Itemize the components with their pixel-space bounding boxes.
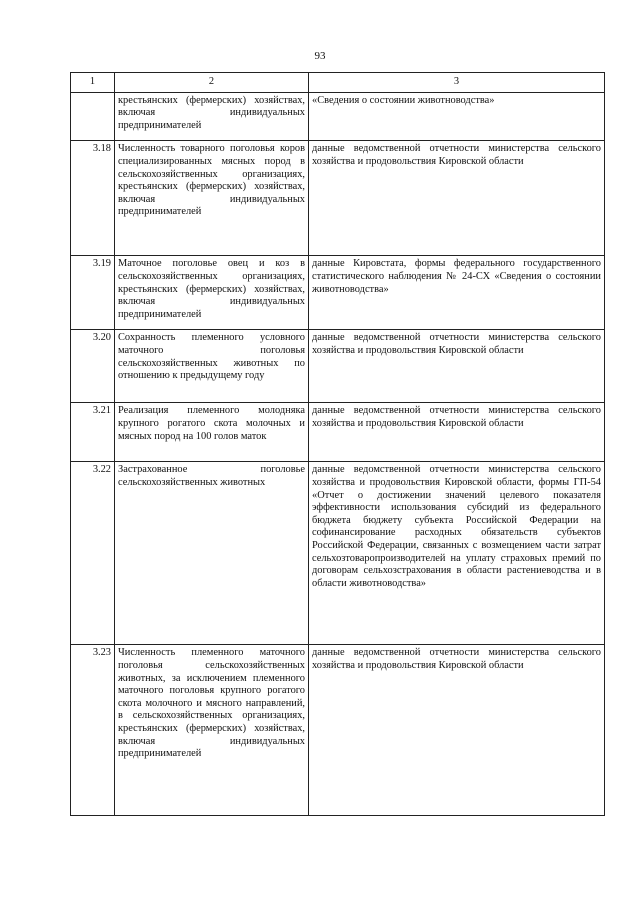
indicator-cell: Маточное поголовье овец и коз в сельскохозяйственных организациях, крестьянских (фермерских) хозяйствах, включая индивидуальных предпринимателей <box>115 256 309 330</box>
row-number: 3.23 <box>71 645 115 816</box>
indicator-cell: Реализация племенного молодняка крупного рогатого скота молочных и мясных пород на 100 голов маток <box>115 403 309 462</box>
source-cell: данные ведомственной отчетности министерства сельского хозяйства и продовольствия Кировской области <box>309 403 605 462</box>
source-cell: данные Кировстата, формы федерального государственного статистического наблюдения № 24-СХ «Сведения о состоянии животноводства» <box>309 256 605 330</box>
row-number: 3.19 <box>71 256 115 330</box>
indicator-cell: крестьянских (фермерских) хозяйствах, включая индивидуальных предпринимателей <box>115 92 309 141</box>
table-row <box>71 462 605 645</box>
row-number: 3.20 <box>71 330 115 403</box>
table-row <box>71 645 605 816</box>
source-cell: данные ведомственной отчетности министерства сельского хозяйства и продовольствия Кировской области, формы ГП-54 «Отчет о достижении значений целевого показателя эффективности использования субсидий из федерального бюджета бюджету субъекта Российской Федерации на софинансирование расходных обязательств субъектов Российской Федерации, связанных с возмещением части затрат сельхозтоваропроизводителей на уплату страховых премий по договорам сельхозстрахования в области растениеводства и в области животноводства» <box>309 462 605 645</box>
table-row <box>71 256 605 330</box>
column-header-1: 1 <box>71 73 115 93</box>
indicator-cell: Застрахованное поголовье сельскохозяйственных животных <box>115 462 309 645</box>
column-header-2: 2 <box>115 73 309 93</box>
source-cell: данные ведомственной отчетности министерства сельского хозяйства и продовольствия Кировской области <box>309 330 605 403</box>
table-row <box>71 403 605 462</box>
indicator-cell: Численность племенного маточного поголовья сельскохозяйственных животных, за исключением племенного маточного поголовья крупного рогатого скота молочного и мясного направлений, в сельскохозяйственных организациях, крестьянских (фермерских) хозяйствах, включая индивидуальных предпринимателей <box>115 645 309 816</box>
table-row <box>71 330 605 403</box>
row-number <box>71 92 115 141</box>
row-number: 3.22 <box>71 462 115 645</box>
table-row <box>71 92 605 141</box>
source-cell: данные ведомственной отчетности министерства сельского хозяйства и продовольствия Кировской области <box>309 645 605 816</box>
row-number: 3.21 <box>71 403 115 462</box>
source-cell: «Сведения о состоянии животноводства» <box>309 92 605 141</box>
row-number: 3.18 <box>71 141 115 256</box>
table-header-row <box>71 73 605 93</box>
indicator-cell: Численность товарного поголовья коров специализированных мясных пород в сельскохозяйственных организациях, крестьянских (фермерских) хозяйствах, включая индивидуальных предпринимателей <box>115 141 309 256</box>
page-number: 93 <box>314 50 326 62</box>
indicator-cell: Сохранность племенного условного маточного поголовья сельскохозяйственных животных по отношению к предыдущему году <box>115 330 309 403</box>
indicators-table <box>70 72 605 816</box>
source-cell: данные ведомственной отчетности министерства сельского хозяйства и продовольствия Кировской области <box>309 141 605 256</box>
column-header-3: 3 <box>309 73 605 93</box>
table-row <box>71 141 605 256</box>
